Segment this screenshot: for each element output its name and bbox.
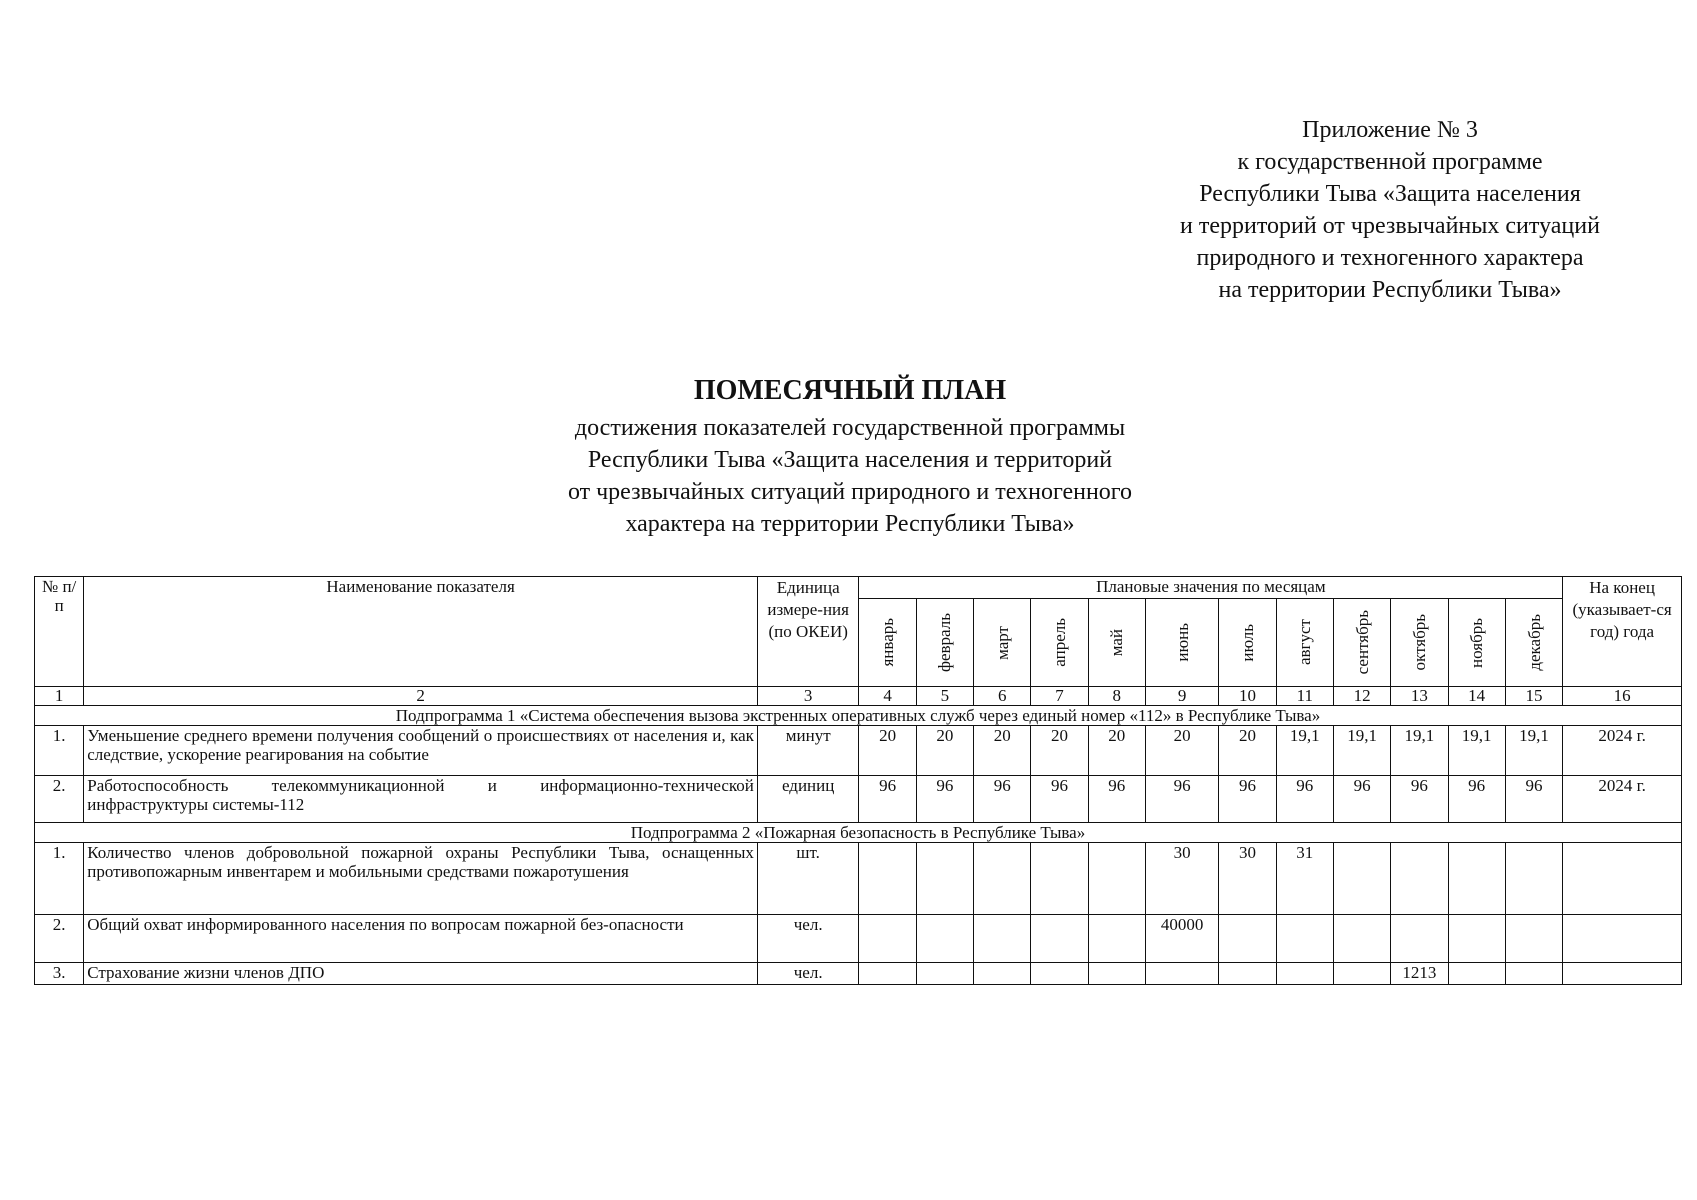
month-value: [859, 843, 916, 915]
document-title: [440, 372, 1260, 540]
month-value: 96: [1219, 776, 1276, 823]
month-label: январь: [878, 618, 898, 667]
end-year: [1563, 915, 1682, 963]
month-value: 96: [1505, 776, 1562, 823]
end-year: [1563, 963, 1682, 985]
month-label: ноябрь: [1467, 617, 1487, 668]
unit-cell: чел.: [757, 963, 859, 985]
month-value: [859, 915, 916, 963]
month-value: 19,1: [1276, 726, 1333, 776]
month-value: 20: [1088, 726, 1145, 776]
section-row: [35, 706, 1682, 726]
month-value: 20: [1031, 726, 1088, 776]
month-value: 96: [916, 776, 973, 823]
month-value: [1031, 963, 1088, 985]
month-value: 96: [859, 776, 916, 823]
month-label: май: [1107, 628, 1127, 657]
header-row: [35, 577, 1682, 599]
month-value: 20: [1145, 726, 1218, 776]
appendix-line: природного и техногенного характера: [1196, 245, 1584, 271]
column-number: 1: [35, 687, 84, 706]
indicator-name: Страхование жизни членов ДПО: [84, 963, 758, 985]
month-value: [1088, 915, 1145, 963]
month-value: [1391, 915, 1448, 963]
column-number: 8: [1088, 687, 1145, 706]
unit-cell: чел.: [757, 915, 859, 963]
column-number: 16: [1563, 687, 1682, 706]
month-col: [1219, 599, 1276, 687]
month-label: декабрь: [1524, 614, 1544, 671]
month-value: [916, 915, 973, 963]
row-number: 3.: [35, 963, 84, 985]
column-number: 5: [916, 687, 973, 706]
month-value: [1219, 963, 1276, 985]
section-row: [35, 823, 1682, 843]
month-value: [1333, 963, 1390, 985]
header-unit: Единица измере-ния (по ОКЕИ): [757, 577, 859, 687]
header-end: На конец (указывает-ся год) года: [1563, 577, 1682, 687]
column-number: 10: [1219, 687, 1276, 706]
month-col: [1276, 599, 1333, 687]
month-value: 96: [1391, 776, 1448, 823]
appendix-line: Приложение № 3: [1302, 117, 1478, 143]
column-number: 9: [1145, 687, 1218, 706]
month-value: [1031, 915, 1088, 963]
month-label: сентябрь: [1352, 610, 1372, 675]
title-sub-line: Республики Тыва «Защита населения и территорий: [587, 447, 1113, 473]
month-col: [1088, 599, 1145, 687]
month-value: [974, 843, 1031, 915]
month-label: июль: [1237, 623, 1257, 662]
title-sub-line: от чрезвычайных ситуаций природного и техногенного: [567, 479, 1133, 505]
month-col: [1333, 599, 1390, 687]
month-value: 96: [974, 776, 1031, 823]
row-number: 2.: [35, 776, 84, 823]
month-value: [1505, 843, 1562, 915]
month-col: [1031, 599, 1088, 687]
title-sub-line: характера на территории Республики Тыва»: [625, 511, 1075, 537]
month-value: [1276, 963, 1333, 985]
column-number: 13: [1391, 687, 1448, 706]
table-row: [35, 776, 1682, 823]
end-year: 2024 г.: [1563, 726, 1682, 776]
month-value: [1219, 915, 1276, 963]
column-number: 15: [1505, 687, 1562, 706]
month-value: 1213: [1391, 963, 1448, 985]
month-value: 20: [1219, 726, 1276, 776]
month-value: 96: [1333, 776, 1390, 823]
appendix-line: на территории Республики Тыва»: [1218, 277, 1562, 303]
end-year: 2024 г.: [1563, 776, 1682, 823]
column-number: 6: [974, 687, 1031, 706]
month-value: [1145, 963, 1218, 985]
month-value: [1031, 843, 1088, 915]
unit-cell: минут: [757, 726, 859, 776]
month-value: 30: [1219, 843, 1276, 915]
row-number: 1.: [35, 726, 84, 776]
section-title: Подпрограмма 2 «Пожарная безопасность в Республике Тыва»: [35, 823, 1682, 843]
month-value: 19,1: [1505, 726, 1562, 776]
header-num: № п/п: [35, 577, 84, 687]
unit-cell: шт.: [757, 843, 859, 915]
month-value: 19,1: [1391, 726, 1448, 776]
month-label: июнь: [1172, 623, 1192, 662]
header-name: Наименование показателя: [84, 577, 758, 687]
month-value: [1505, 963, 1562, 985]
month-value: 96: [1145, 776, 1218, 823]
month-col: [1505, 599, 1562, 687]
month-col: [916, 599, 973, 687]
table-row: [35, 726, 1682, 776]
appendix-line: к государственной программе: [1237, 149, 1543, 175]
month-value: 19,1: [1333, 726, 1390, 776]
month-value: 96: [1088, 776, 1145, 823]
header-plan: Плановые значения по месяцам: [859, 577, 1563, 599]
month-label: март: [992, 625, 1012, 660]
column-numbers-row: [35, 687, 1682, 706]
row-number: 1.: [35, 843, 84, 915]
month-label: апрель: [1049, 618, 1069, 667]
column-number: 3: [757, 687, 859, 706]
month-col: [859, 599, 916, 687]
end-year: [1563, 843, 1682, 915]
appendix-header: [1100, 114, 1680, 306]
appendix-line: и территорий от чрезвычайных ситуаций: [1180, 213, 1600, 239]
column-number: 4: [859, 687, 916, 706]
month-value: 96: [1448, 776, 1505, 823]
column-number: 14: [1448, 687, 1505, 706]
month-value: [1448, 843, 1505, 915]
month-label: октябрь: [1409, 614, 1429, 671]
month-col: [974, 599, 1031, 687]
table-row: [35, 915, 1682, 963]
title-sub-line: достижения показателей государственной программы: [574, 415, 1126, 441]
month-value: 20: [916, 726, 973, 776]
month-value: 20: [974, 726, 1031, 776]
month-label: февраль: [935, 612, 955, 673]
title-main: ПОМЕСЯЧНЫЙ ПЛАН: [693, 375, 1007, 406]
month-label: август: [1295, 619, 1315, 666]
column-number: 2: [84, 687, 758, 706]
indicator-name: Работоспособность телекоммуникационной и информационно-технической инфраструктуры системы-112: [84, 776, 758, 823]
month-value: 19,1: [1448, 726, 1505, 776]
month-value: [1448, 963, 1505, 985]
month-value: [1088, 843, 1145, 915]
month-value: [916, 843, 973, 915]
month-value: [1448, 915, 1505, 963]
column-number: 11: [1276, 687, 1333, 706]
column-number: 7: [1031, 687, 1088, 706]
month-value: [859, 963, 916, 985]
month-value: [1088, 963, 1145, 985]
month-col: [1145, 599, 1218, 687]
month-value: [974, 915, 1031, 963]
month-col: [1448, 599, 1505, 687]
indicator-name: Общий охват информированного населения по вопросам пожарной без-опасности: [84, 915, 758, 963]
month-value: [1505, 915, 1562, 963]
indicator-name: Уменьшение среднего времени получения сообщений о происшествиях от населения и, как следствие, ускорение реагирования на событие: [84, 726, 758, 776]
table-row: [35, 963, 1682, 985]
plan-table: [34, 576, 1682, 985]
month-value: 96: [1276, 776, 1333, 823]
month-value: [1333, 843, 1390, 915]
month-value: [974, 963, 1031, 985]
table-row: [35, 843, 1682, 915]
section-title: Подпрограмма 1 «Система обеспечения вызова экстренных оперативных служб через единый номер «112» в Республике Тыва»: [35, 706, 1682, 726]
indicator-name: Количество членов добровольной пожарной охраны Республики Тыва, оснащенных противопожарным инвентарем и мобильными средствами пожаротушения: [84, 843, 758, 915]
appendix-line: Республики Тыва «Защита населения: [1199, 181, 1581, 207]
month-value: [1276, 915, 1333, 963]
month-value: [1391, 843, 1448, 915]
month-value: 40000: [1145, 915, 1218, 963]
month-value: [1333, 915, 1390, 963]
month-value: 31: [1276, 843, 1333, 915]
month-value: 96: [1031, 776, 1088, 823]
month-value: 20: [859, 726, 916, 776]
column-number: 12: [1333, 687, 1390, 706]
row-number: 2.: [35, 915, 84, 963]
unit-cell: единиц: [757, 776, 859, 823]
month-col: [1391, 599, 1448, 687]
month-value: 30: [1145, 843, 1218, 915]
month-value: [916, 963, 973, 985]
